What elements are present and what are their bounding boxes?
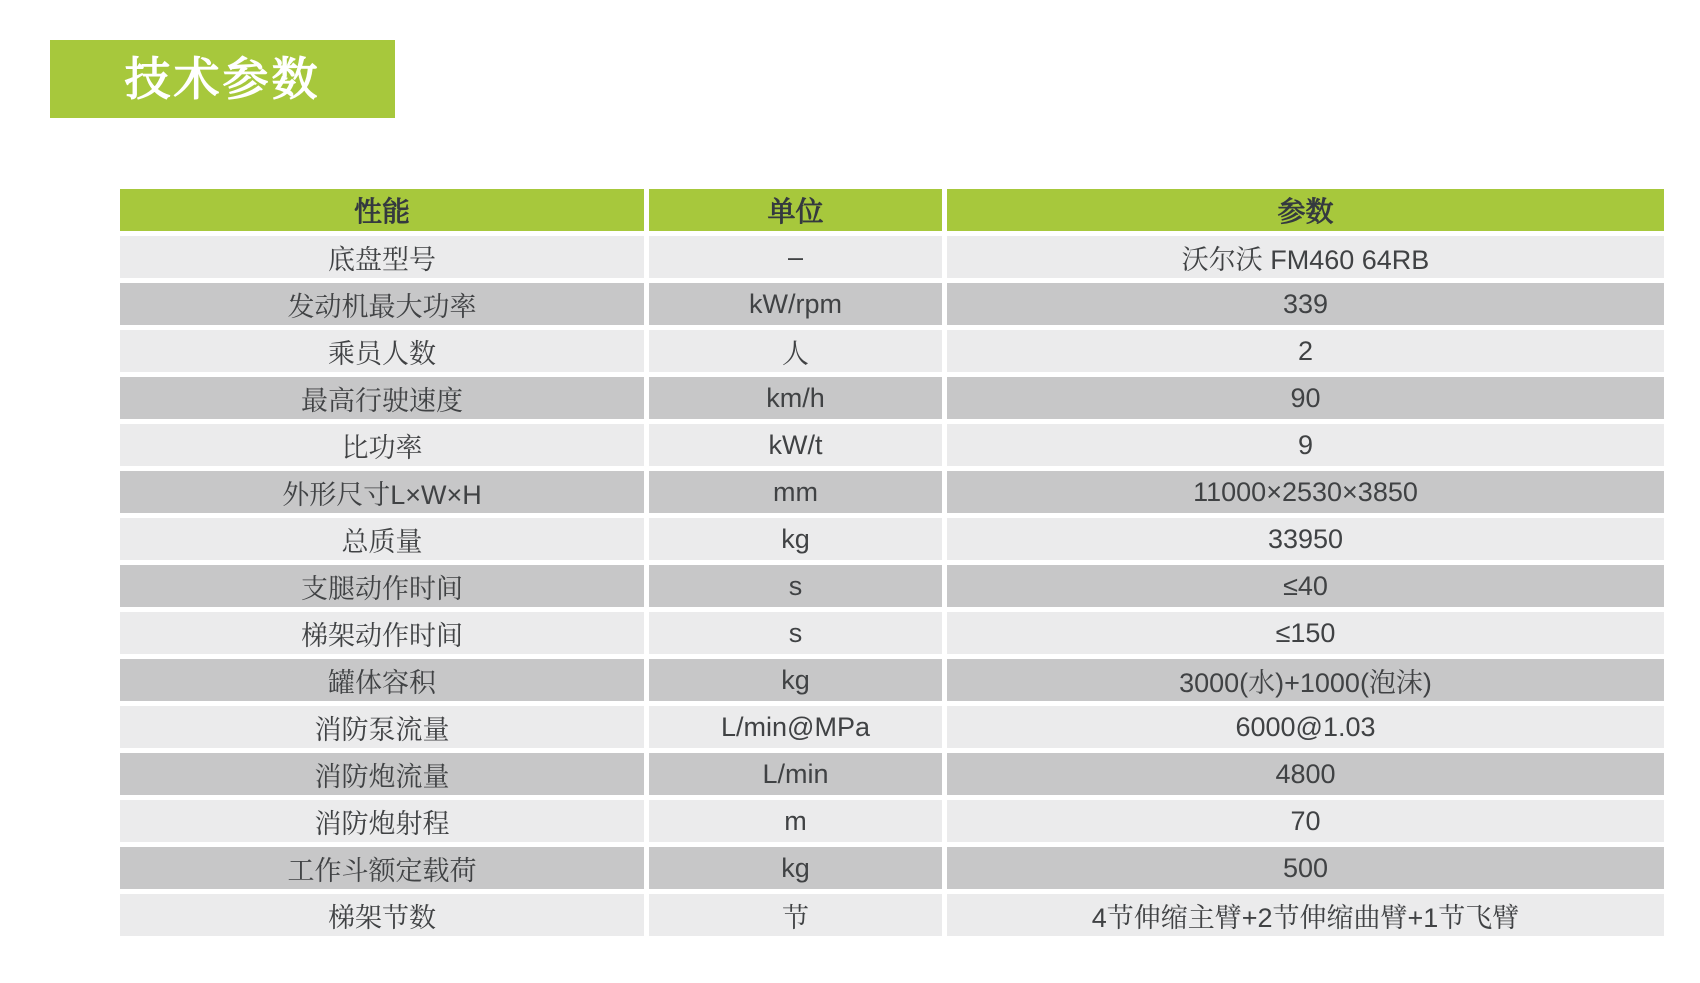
header-unit: 单位	[649, 189, 942, 231]
spec-value-cell: ≤40	[947, 565, 1664, 607]
spec-name-cell: 工作斗额定载荷	[120, 847, 644, 889]
spec-name-cell: 支腿动作时间	[120, 565, 644, 607]
table-header-row	[120, 189, 1664, 231]
spec-value-cell: 沃尔沃 FM460 64RB	[947, 236, 1664, 278]
table-row	[120, 847, 1664, 889]
spec-unit-cell: 人	[649, 330, 942, 372]
spec-unit-cell: kg	[649, 659, 942, 701]
header-performance: 性能	[120, 189, 644, 231]
spec-value-cell: 4800	[947, 753, 1664, 795]
technical-parameters-table	[115, 184, 1669, 941]
spec-name-cell: 外形尺寸L×W×H	[120, 471, 644, 513]
spec-value-cell: 4节伸缩主臂+2节伸缩曲臂+1节飞臂	[947, 894, 1664, 936]
spec-unit-cell: L/min	[649, 753, 942, 795]
table-row	[120, 565, 1664, 607]
spec-unit-cell: s	[649, 565, 942, 607]
spec-unit-cell: mm	[649, 471, 942, 513]
spec-name-cell: 消防炮射程	[120, 800, 644, 842]
spec-name-cell: 底盘型号	[120, 236, 644, 278]
spec-unit-cell: 节	[649, 894, 942, 936]
table-row	[120, 518, 1664, 560]
spec-name-cell: 发动机最大功率	[120, 283, 644, 325]
table-row	[120, 753, 1664, 795]
table-row	[120, 894, 1664, 936]
spec-value-cell: 2	[947, 330, 1664, 372]
spec-value-cell: 500	[947, 847, 1664, 889]
spec-unit-cell: –	[649, 236, 942, 278]
spec-value-cell: 3000(水)+1000(泡沫)	[947, 659, 1664, 701]
spec-unit-cell: kg	[649, 847, 942, 889]
header-parameter: 参数	[947, 189, 1664, 231]
table-row	[120, 236, 1664, 278]
spec-unit-cell: L/min@MPa	[649, 706, 942, 748]
spec-name-cell: 罐体容积	[120, 659, 644, 701]
spec-name-cell: 梯架动作时间	[120, 612, 644, 654]
spec-unit-cell: km/h	[649, 377, 942, 419]
page-title: 技术参数	[124, 53, 321, 105]
spec-name-cell: 最高行驶速度	[120, 377, 644, 419]
spec-value-cell: 90	[947, 377, 1664, 419]
spec-value-cell: 11000×2530×3850	[947, 471, 1664, 513]
table-row	[120, 706, 1664, 748]
spec-name-cell: 消防炮流量	[120, 753, 644, 795]
spec-unit-cell: kW/rpm	[649, 283, 942, 325]
spec-unit-cell: kg	[649, 518, 942, 560]
table-row	[120, 612, 1664, 654]
table-row	[120, 471, 1664, 513]
table-row	[120, 283, 1664, 325]
spec-value-cell: 9	[947, 424, 1664, 466]
spec-name-cell: 梯架节数	[120, 894, 644, 936]
table-row	[120, 330, 1664, 372]
spec-unit-cell: m	[649, 800, 942, 842]
spec-value-cell: ≤150	[947, 612, 1664, 654]
spec-unit-cell: kW/t	[649, 424, 942, 466]
spec-name-cell: 乘员人数	[120, 330, 644, 372]
spec-name-cell: 总质量	[120, 518, 644, 560]
spec-name-cell: 比功率	[120, 424, 644, 466]
spec-value-cell: 339	[947, 283, 1664, 325]
table-row	[120, 800, 1664, 842]
table-row	[120, 424, 1664, 466]
spec-value-cell: 33950	[947, 518, 1664, 560]
table-row	[120, 377, 1664, 419]
spec-name-cell: 消防泵流量	[120, 706, 644, 748]
spec-value-cell: 70	[947, 800, 1664, 842]
table-row	[120, 659, 1664, 701]
spec-unit-cell: s	[649, 612, 942, 654]
section-title-badge	[50, 40, 395, 118]
spec-value-cell: 6000@1.03	[947, 706, 1664, 748]
